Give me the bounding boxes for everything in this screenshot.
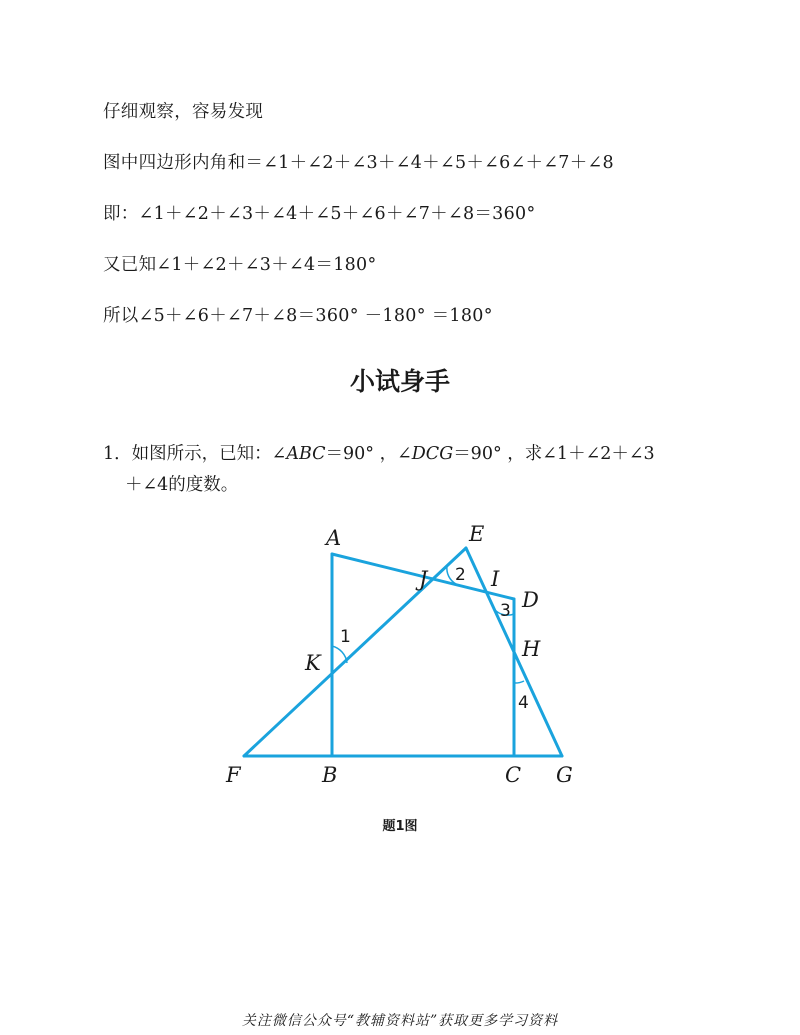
segment-FE	[244, 548, 466, 756]
label-F: F	[226, 763, 241, 787]
question-text-c: ＝90° ，求∠1＋∠2＋∠3	[453, 444, 655, 464]
angle-label-4: 4	[518, 693, 529, 713]
angle-label-2: 2	[455, 565, 466, 585]
solution-line-4: 又已知∠1＋∠2＋∠3＋∠4＝180°	[103, 255, 377, 275]
angle-label-3: 3	[500, 601, 511, 621]
label-H: H	[522, 637, 541, 661]
label-A: A	[326, 526, 342, 550]
solution-line-5: 所以∠5＋∠6＋∠7＋∠8＝360° －180° ＝180°	[103, 306, 493, 326]
question-1-line-2: ＋∠4的度数。	[125, 475, 239, 495]
label-D: D	[522, 588, 539, 612]
footer-note: 关注微信公众号“教辅资料站”获取更多学习资料	[241, 1013, 559, 1029]
label-G: G	[556, 763, 573, 787]
solution-line-1: 仔细观察，容易发现	[103, 102, 264, 122]
question-number: 1．	[103, 444, 132, 464]
angle-dcg: DCG	[411, 444, 454, 464]
label-B: B	[322, 763, 338, 787]
question-text-b: ＝90° ，∠	[325, 444, 412, 464]
label-I: I	[491, 567, 500, 591]
figure-caption: 题1图	[382, 819, 418, 834]
label-C: C	[505, 763, 522, 787]
question-text-a: 如图所示，已知：∠	[131, 444, 287, 464]
angle-label-1: 1	[340, 627, 351, 647]
solution-line-3: 即：∠1＋∠2＋∠3＋∠4＋∠5＋∠6＋∠7＋∠8＝360°	[103, 204, 536, 224]
angle-abc: ABC	[286, 444, 326, 464]
solution-line-2: 图中四边形内角和＝∠1＋∠2＋∠3＋∠4＋∠5＋∠6∠＋∠7＋∠8	[103, 153, 614, 173]
label-E: E	[469, 522, 485, 546]
label-J: J	[419, 567, 428, 591]
section-title: 小试身手	[349, 367, 450, 396]
label-K: K	[305, 651, 321, 675]
